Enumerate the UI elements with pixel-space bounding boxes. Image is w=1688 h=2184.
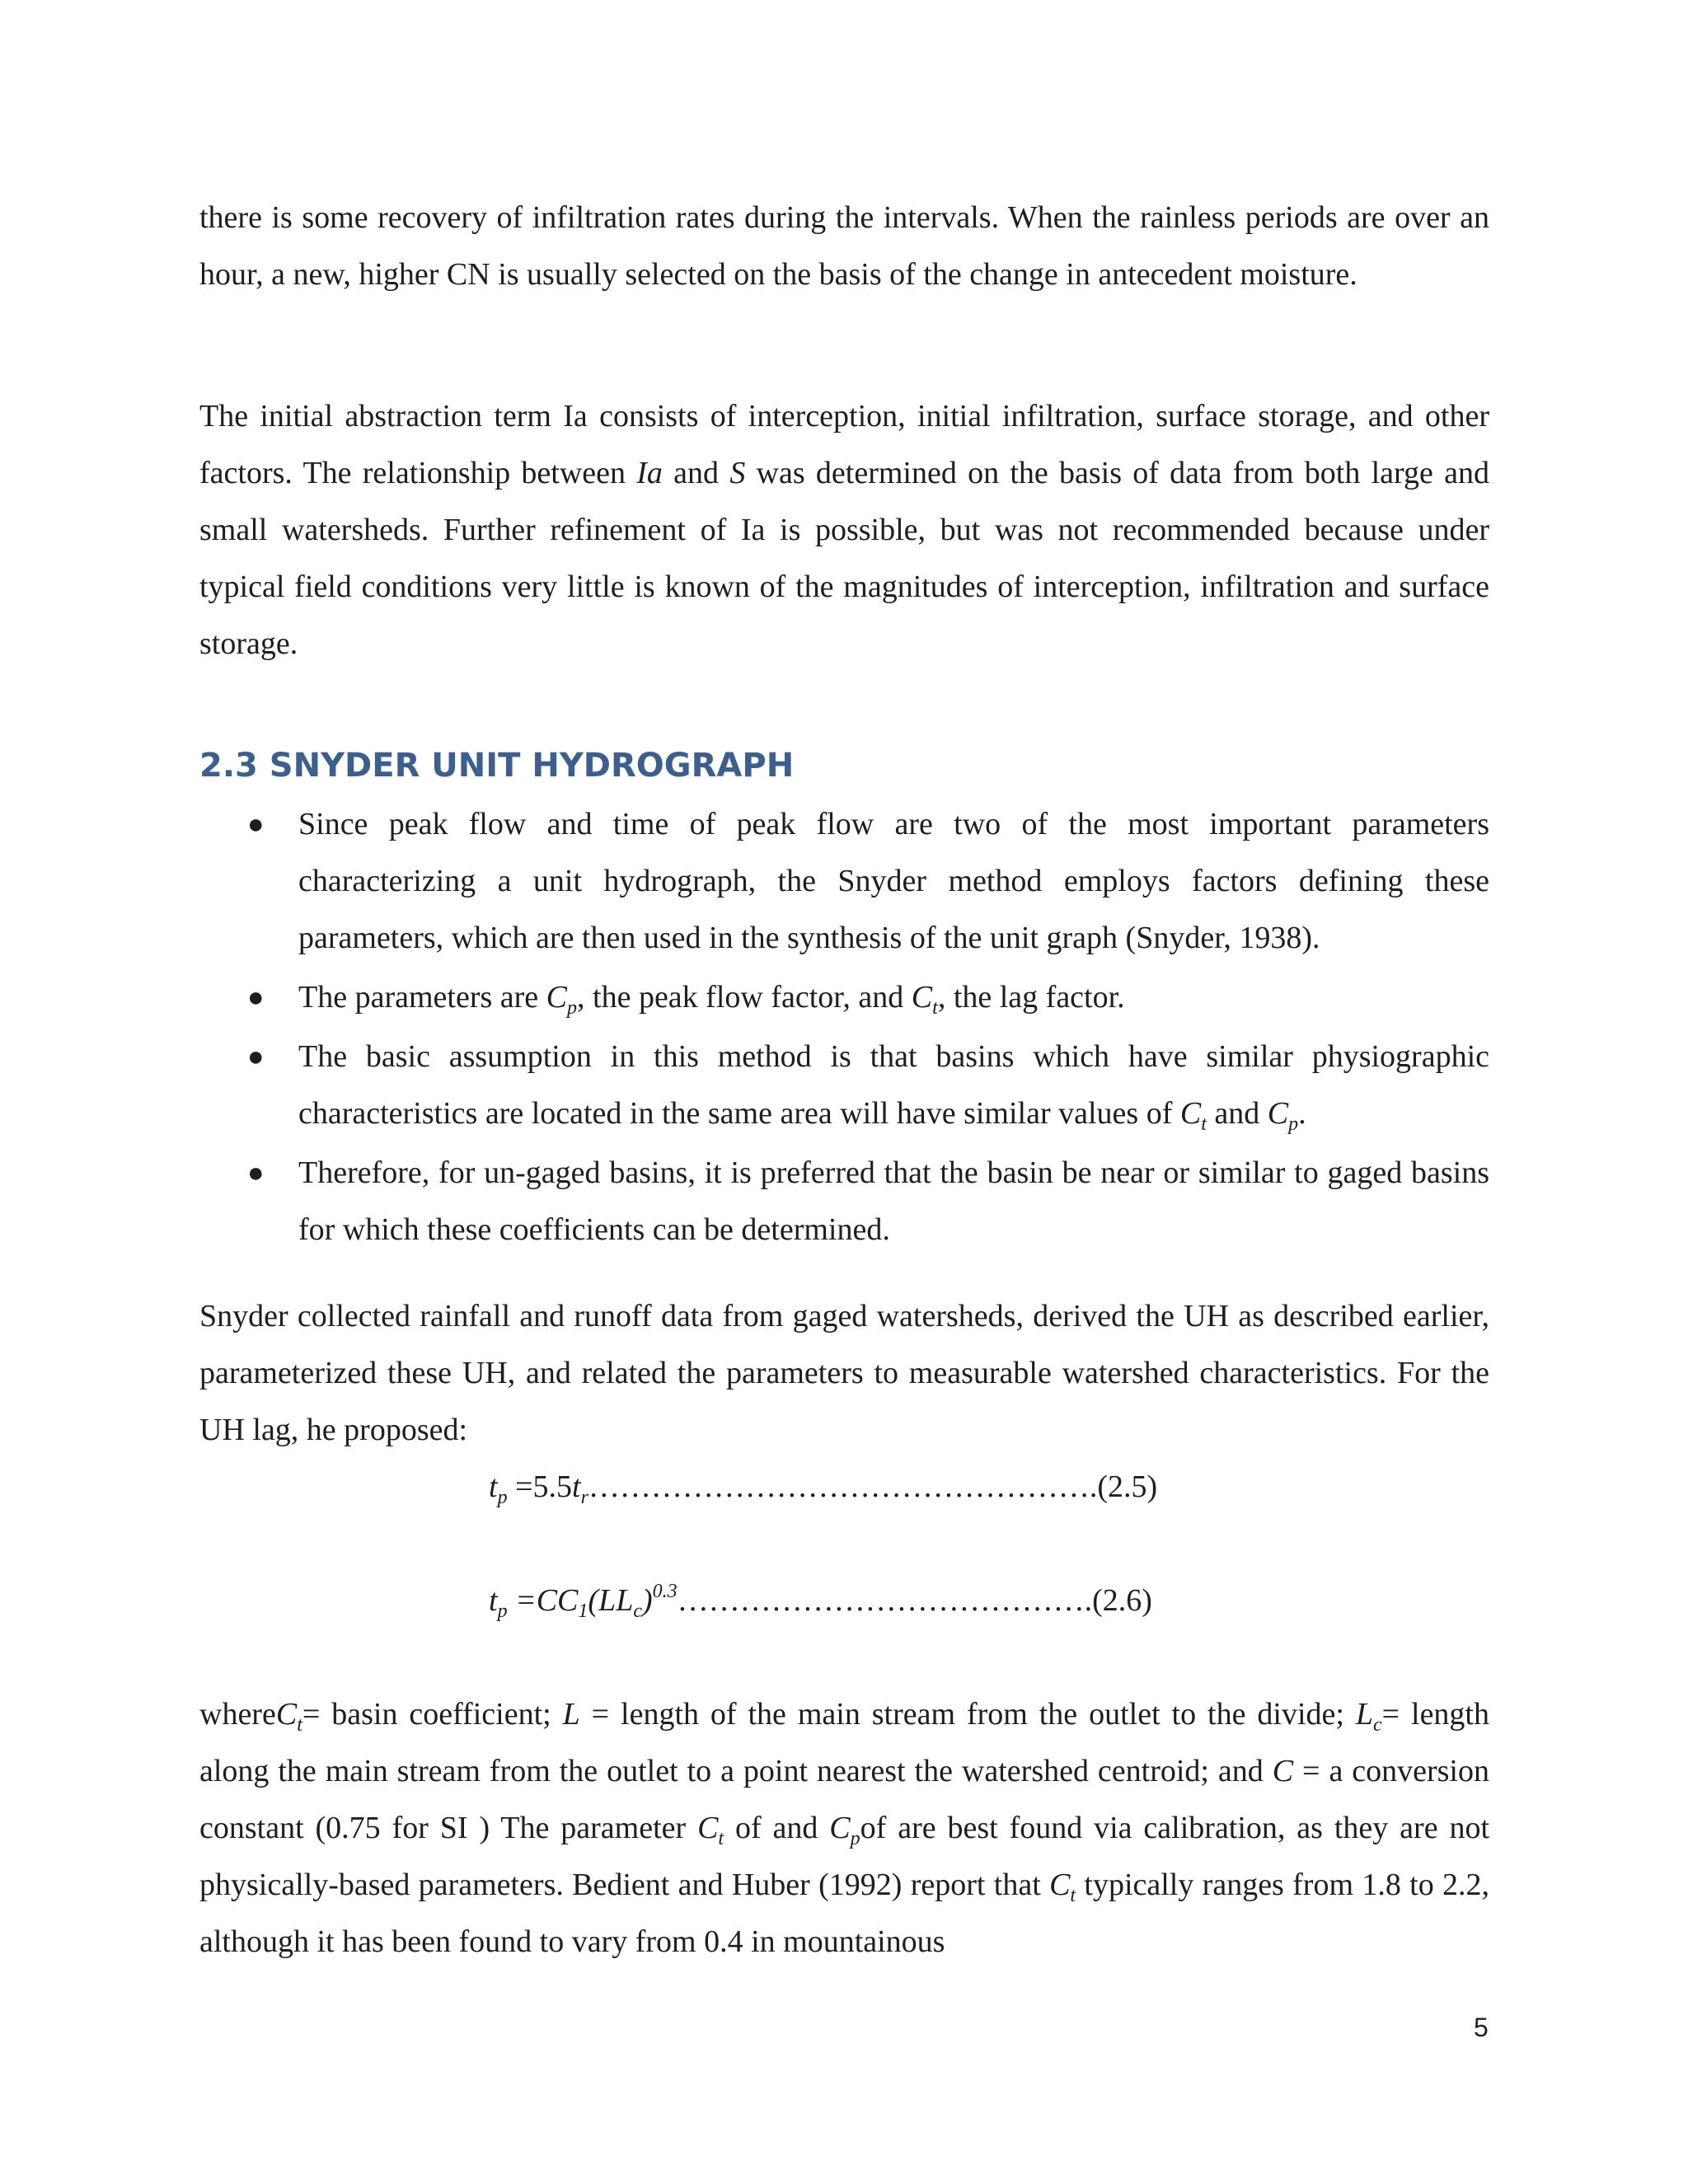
equation-2-5 [489,1459,1157,1516]
symbol-cp: C [546,980,568,1015]
symbol-subscript: c [1373,1714,1382,1736]
eq-text: =5.5 [507,1469,572,1504]
bullet-icon: ● [247,982,265,1013]
bullet-item-peak-flow [199,796,1489,967]
bullet-icon: ● [247,1158,265,1188]
eq-text: =CC [507,1583,579,1618]
symbol-ct: C [1179,1096,1202,1131]
text-segment: The parameters are [298,980,546,1015]
paragraph-initial-abstraction [199,388,1489,673]
symbol-l: L [562,1697,580,1732]
bullet-list [199,796,1489,1261]
equation-number: .(2.6) [1084,1583,1152,1618]
bullet-icon: ● [247,809,265,840]
symbol-cp: C [1267,1096,1289,1131]
text-segment: = basin coefficient; [302,1697,563,1732]
symbol-subscript: t [718,1828,724,1849]
eq-symbol: t [489,1583,498,1618]
text-segment: of and [724,1811,830,1845]
text-segment: = a conversion constant (0.75 for SI ) The parameter [199,1754,1489,1845]
symbol-ct: C [1049,1868,1071,1902]
equation-2-6 [489,1572,1152,1629]
symbol-subscript: t [297,1714,302,1736]
bullet-text: Therefore, for un-gaged basins, it is preferred that the basin be near or similar to gaged basins for which these coefficients can be determined. [298,1155,1489,1247]
text-segment: = length along the main stream from the outlet to a point nearest the watershed centroid; and [199,1697,1489,1788]
bullet-text: Since peak flow and time of peak flow are two of the most important parameters characterizing a unit hydrograph, the Snyder method employs factors defining these parameters, which are then used in the synthesis of the unit graph (Snyder, 1938). [298,807,1489,955]
eq-subscript: p [497,1487,508,1508]
symbol-ct: C [275,1697,298,1732]
text-segment: , the lag factor. [937,980,1125,1015]
eq-exponent: 0.3 [652,1581,678,1602]
equation-number: .(2.5) [1089,1469,1158,1504]
page-number: 5 [1474,2013,1489,2042]
symbol-subscript: t [1201,1113,1207,1135]
symbol-subscript: t [932,997,938,1019]
text-segment: . [1298,1096,1306,1131]
symbol-subscript: t [1070,1885,1076,1906]
eq-leader-dots: ………………………………………… [588,1469,1090,1504]
paragraph-snyder-data: Snyder collected rainfall and runoff data from gaged watersheds, derived the UH as described earlier, parameterized these UH, and related the parameters to measurable watershed characteristics. For the UH lag, he proposed: [199,1299,1489,1447]
text-segment: of are best found via calibration, as they are not physically-based parameters. Bedient and Huber (1992) report that [199,1811,1490,1902]
symbol-subscript: p [567,997,578,1019]
eq-symbol: t [572,1469,581,1504]
eq-leader-dots: ………………………………… [677,1583,1085,1618]
bullet-icon: ● [247,1042,265,1072]
bullet-item-ungaged [199,1145,1489,1258]
symbol-ct: C [697,1811,719,1845]
symbol-c: C [1272,1754,1294,1788]
paragraph-infiltration-recovery: there is some recovery of infiltration rates during the intervals. When the rainless periods are over an hour, a new, higher CN is usually selected on the basis of the change in antecedent moisture. [199,200,1489,292]
symbol-ct: C [911,980,933,1015]
eq-subscript: c [633,1601,642,1622]
paragraph-definitions [199,1686,1489,1971]
text-segment: was determined on the basis of data from both large and small watersheds. Further refinement of Ia is possible, but was not recommended because under typical field conditions very little is known of the magnitudes of interception, infiltration and surface storage. [199,456,1489,661]
bullet-item-parameters [199,969,1489,1026]
eq-symbol: t [489,1469,498,1504]
text-segment: and [662,456,730,490]
symbol-subscript: p [850,1828,860,1849]
italic-s: S [729,456,746,490]
eq-subscript: r [580,1487,588,1508]
eq-subscript: 1 [578,1601,588,1622]
text-segment: = length of the main stream from the outlet to the divide; [579,1697,1356,1732]
text-segment: , the peak flow factor, and [577,980,912,1015]
eq-subscript: p [497,1601,508,1622]
section-heading: 2.3 SNYDER UNIT HYDROGRAPH [199,747,795,785]
text-segment: The initial abstraction term Ia consists of interception, initial infiltration, surface storage, and other factors. The relationship between [199,399,1489,490]
italic-ia: Ia [636,456,663,490]
text-segment: The basic assumption in this method is that basins which have similar physiographic characteristics are located in the same area will have similar values of [298,1039,1489,1131]
eq-text: (LL [588,1583,634,1618]
symbol-subscript: p [1288,1113,1299,1135]
symbol-lc: L [1355,1697,1373,1732]
text-segment: where [199,1697,276,1732]
text-segment: typically ranges from 1.8 to 2.2, although it has been found to vary from 0.4 in mountainous [199,1868,1490,1959]
text-segment: and [1206,1096,1268,1131]
eq-text: ) [641,1583,653,1618]
bullet-item-assumption [199,1029,1489,1142]
symbol-cp: C [829,1811,851,1845]
